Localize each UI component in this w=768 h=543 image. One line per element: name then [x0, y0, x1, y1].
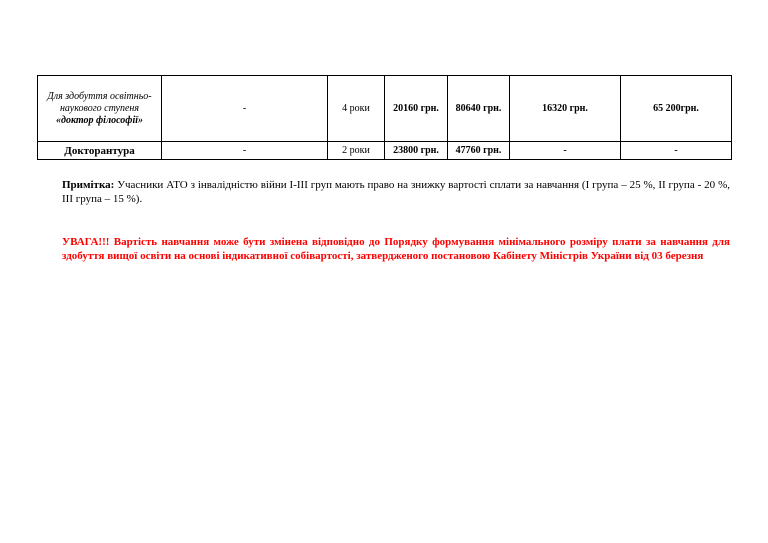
program-label-phd-prefix: Для здобуття освітньо-наукового ступеня [47, 90, 152, 114]
phd-duration-cell: 4 роки [328, 76, 385, 142]
doctorate-year-price-cell: 23800 грн. [385, 142, 448, 160]
warning-paragraph: УВАГА!!! Вартість навчання може бути змінена відповідно до Порядку формування мінімального розміру плати за навчання для здобуття вищої освіти на основі індикативної собівартості, затвердженого постановою Кабінету Міністрів України від 03 березня [62, 236, 730, 262]
note-label: Примітка: [62, 179, 115, 191]
phd-col7-cell: 65 200грн. [621, 76, 732, 142]
tuition-fees-table [37, 75, 732, 160]
phd-total-price-cell: 80640 грн. [448, 76, 510, 142]
doctorate-duration-cell: 2 роки [328, 142, 385, 160]
note-paragraph [62, 178, 730, 206]
phd-col6-cell: 16320 грн. [510, 76, 621, 142]
program-label-doctorate: Докторантура [38, 142, 162, 160]
doctorate-total-price-cell: 47760 грн. [448, 142, 510, 160]
table-row-doctorate [38, 142, 732, 160]
phd-col2-cell: - [162, 76, 328, 142]
program-label-phd-degree: «доктор філософії» [55, 114, 144, 126]
table-row-phd [38, 76, 732, 142]
doctorate-col6-cell: - [510, 142, 621, 160]
phd-year-price-cell: 20160 грн. [385, 76, 448, 142]
doctorate-col7-cell: - [621, 142, 732, 160]
program-cell-phd [38, 76, 162, 142]
doctorate-col2-cell: - [162, 142, 328, 160]
note-text: Учасники АТО з інвалідністю війни I-III груп мають право на знижку вартості сплати за навчання (I група – 25 %, II група - 20 %, III група – 15 %). [62, 179, 730, 205]
